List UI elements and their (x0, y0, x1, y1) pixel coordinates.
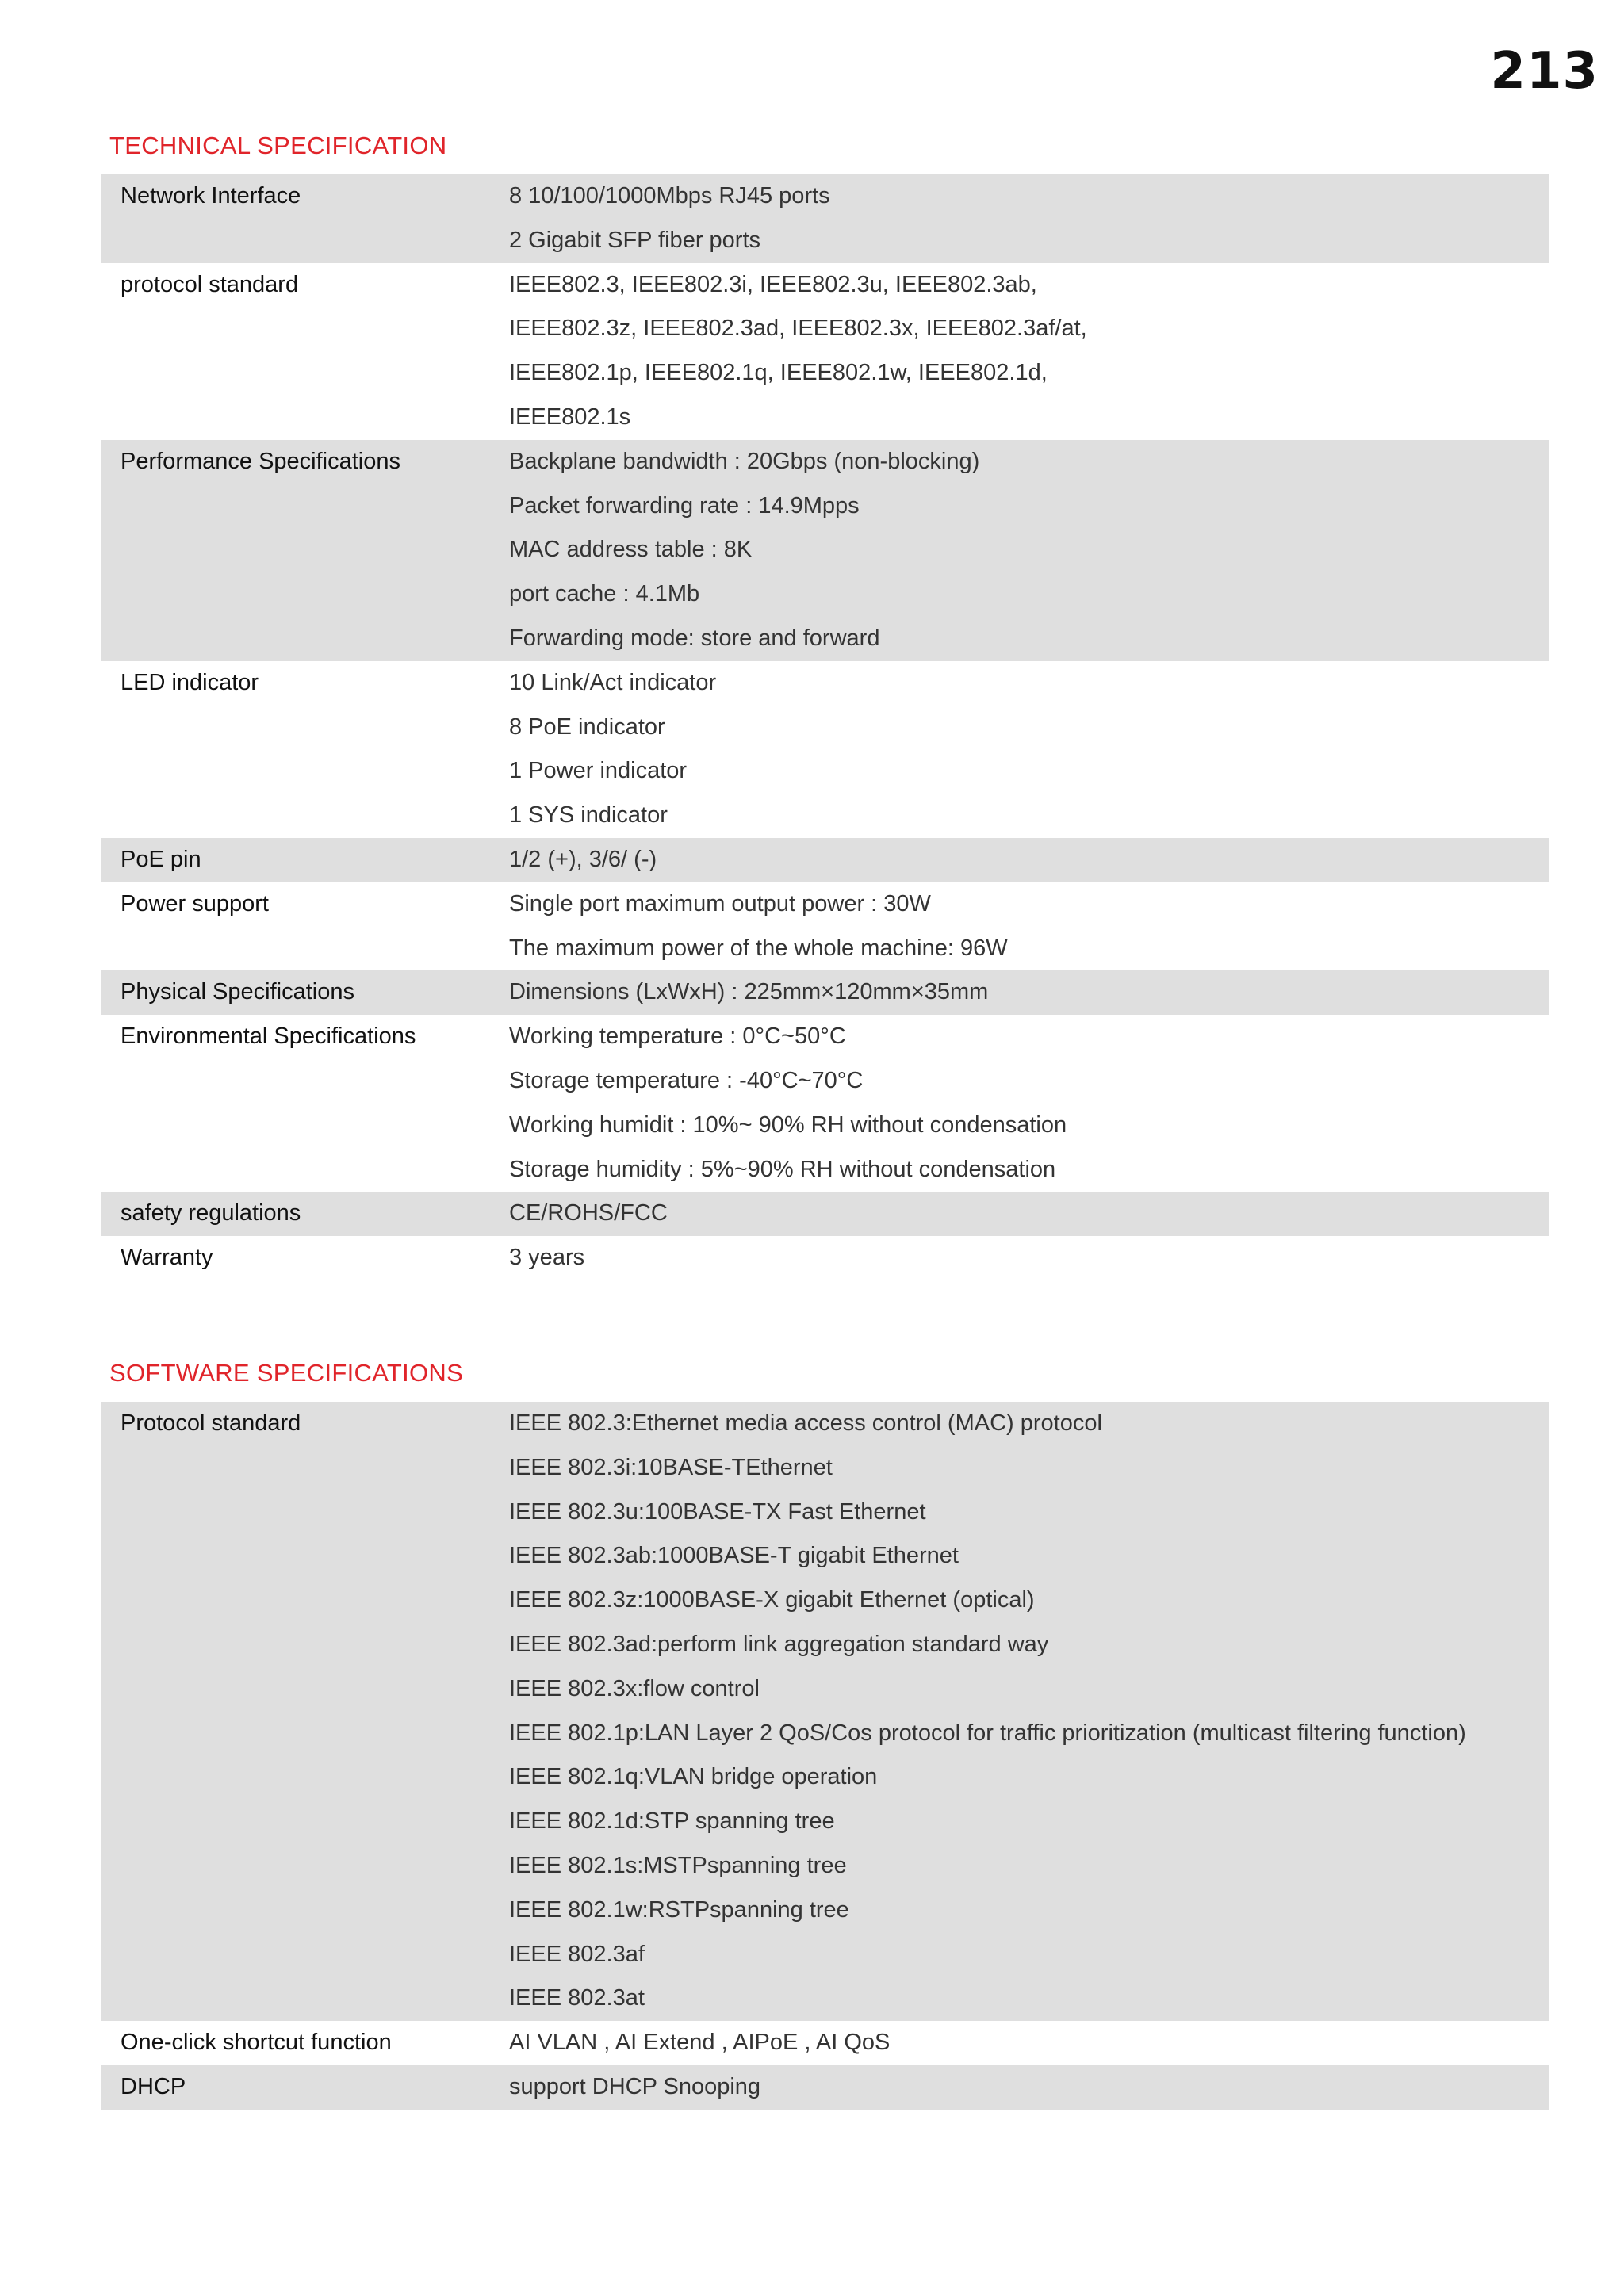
page-number: 213 (1490, 42, 1599, 101)
spec-label: safety regulations (121, 1200, 301, 1226)
spec-value: IEEE802.1p, IEEE802.1q, IEEE802.1w, IEEE802.1d, (509, 360, 1048, 386)
spec-values-cell (509, 440, 1549, 661)
spec-label: Performance Specifications (121, 448, 400, 474)
spec-value: IEEE 802.3:Ethernet media access control (MAC) protocol (509, 1410, 1102, 1436)
spec-values-cell (509, 661, 1549, 838)
spec-value: Storage humidity : 5%~90% RH without condensation (509, 1156, 1056, 1182)
spec-label-cell (102, 174, 509, 263)
spec-values-cell (509, 1015, 1549, 1192)
technical-specification-table (102, 174, 1549, 1280)
spec-label-cell (102, 1015, 509, 1192)
spec-label: LED indicator (121, 669, 259, 695)
spec-label: PoE pin (121, 846, 201, 872)
spec-row (102, 970, 1549, 1015)
spec-label-cell (102, 263, 509, 440)
spec-value: IEEE 802.3at (509, 1985, 645, 2011)
spec-label: DHCP (121, 2073, 186, 2099)
spec-value: 1 SYS indicator (509, 802, 668, 828)
spec-value: 10 Link/Act indicator (509, 669, 717, 695)
spec-value: 1 Power indicator (509, 758, 688, 784)
spec-value: IEEE 802.1w:RSTPspanning tree (509, 1896, 849, 1923)
spec-value: 8 PoE indicator (509, 714, 665, 740)
spec-values-cell (509, 2021, 1549, 2065)
spec-label: One-click shortcut function (121, 2030, 392, 2056)
spec-row (102, 1192, 1549, 1236)
spec-values-cell (509, 2065, 1549, 2110)
spec-label-cell (102, 970, 509, 1015)
spec-value: IEEE 802.3z:1000BASE-X gigabit Ethernet (optical) (509, 1587, 1035, 1613)
spec-value: Working temperature : 0°C~50°C (509, 1024, 846, 1050)
spec-values-cell (509, 1402, 1549, 2021)
spec-value: 3 years (509, 1245, 585, 1271)
spec-values-cell (509, 970, 1549, 1015)
spec-label: Network Interface (121, 183, 301, 209)
spec-value: port cache : 4.1Mb (509, 581, 700, 607)
spec-value: IEEE802.1s (509, 404, 631, 430)
spec-value: Backplane bandwidth : 20Gbps (non-blocking) (509, 448, 980, 474)
spec-value: Packet forwarding rate : 14.9Mpps (509, 492, 860, 519)
spec-label: Physical Specifications (121, 979, 354, 1005)
spec-value: 8 10/100/1000Mbps RJ45 ports (509, 183, 830, 209)
spec-row (102, 882, 1549, 971)
spec-label: Power support (121, 890, 269, 916)
spec-value: MAC address table : 8K (509, 537, 753, 563)
spec-label-cell (102, 1192, 509, 1236)
spec-value: IEEE 802.1p:LAN Layer 2 QoS/Cos protocol for traffic prioritization (multicast filtering function) (509, 1720, 1466, 1746)
spec-value: IEEE802.3, IEEE802.3i, IEEE802.3u, IEEE802.3ab, (509, 271, 1037, 297)
spec-value: IEEE 802.3ad:perform link aggregation standard way (509, 1631, 1049, 1657)
spec-row (102, 1236, 1549, 1280)
spec-values-cell (509, 1236, 1549, 1280)
spec-label: protocol standard (121, 271, 299, 297)
spec-value: IEEE 802.1s:MSTPspanning tree (509, 1852, 847, 1878)
spec-values-cell (509, 1192, 1549, 1236)
spec-row (102, 174, 1549, 263)
spec-row (102, 661, 1549, 838)
spec-label: Protocol standard (121, 1410, 301, 1436)
spec-value: IEEE 802.1q:VLAN bridge operation (509, 1764, 878, 1790)
spec-label-cell (102, 1236, 509, 1280)
spec-label: Warranty (121, 1245, 213, 1271)
spec-value: 1/2 (+), 3/6/ (-) (509, 846, 657, 872)
spec-value: 2 Gigabit SFP fiber ports (509, 227, 761, 253)
spec-row (102, 1015, 1549, 1192)
spec-label-cell (102, 661, 509, 838)
spec-row (102, 263, 1549, 440)
spec-values-cell (509, 263, 1549, 440)
technical-specification-title: TECHNICAL SPECIFICATION (109, 132, 447, 159)
spec-row (102, 838, 1549, 882)
spec-value: support DHCP Snooping (509, 2073, 761, 2099)
spec-value: IEEE 802.3u:100BASE-TX Fast Ethernet (509, 1498, 926, 1525)
spec-value: IEEE 802.3x:flow control (509, 1675, 760, 1701)
spec-values-cell (509, 838, 1549, 882)
spec-label: Environmental Specifications (121, 1024, 416, 1050)
spec-value: Working humidit : 10%~ 90% RH without condensation (509, 1112, 1067, 1138)
software-specifications-section (102, 1356, 1549, 2110)
spec-label-cell (102, 882, 509, 971)
spec-values-cell (509, 174, 1549, 263)
technical-specification-section (102, 128, 1549, 1280)
spec-label-cell (102, 440, 509, 661)
spec-value: AI VLAN , AI Extend , AIPoE , AI QoS (509, 2030, 891, 2056)
spec-value: CE/ROHS/FCC (509, 1200, 668, 1226)
spec-label-cell (102, 2065, 509, 2110)
spec-value: Dimensions (LxWxH) : 225mm×120mm×35mm (509, 979, 989, 1005)
spec-value: Forwarding mode: store and forward (509, 625, 880, 651)
spec-value: IEEE802.3z, IEEE802.3ad, IEEE802.3x, IEEE802.3af/at, (509, 316, 1087, 342)
spec-label-cell (102, 2021, 509, 2065)
software-specifications-table (102, 1402, 1549, 2110)
spec-row (102, 1402, 1549, 2021)
spec-row (102, 440, 1549, 661)
spec-value: IEEE 802.3i:10BASE-TEthernet (509, 1454, 833, 1480)
spec-value: The maximum power of the whole machine: 96W (509, 935, 1008, 961)
spec-label-cell (102, 1402, 509, 2021)
software-specifications-title: SOFTWARE SPECIFICATIONS (109, 1359, 464, 1387)
spec-value: Single port maximum output power : 30W (509, 890, 931, 916)
spec-value: Storage temperature : -40°C~70°C (509, 1067, 864, 1093)
spec-value: IEEE 802.3ab:1000BASE-T gigabit Ethernet (509, 1543, 959, 1569)
spec-value: IEEE 802.3af (509, 1941, 645, 1967)
spec-label-cell (102, 838, 509, 882)
spec-values-cell (509, 882, 1549, 971)
spec-row (102, 2021, 1549, 2065)
spec-row (102, 2065, 1549, 2110)
spec-value: IEEE 802.1d:STP spanning tree (509, 1808, 835, 1835)
